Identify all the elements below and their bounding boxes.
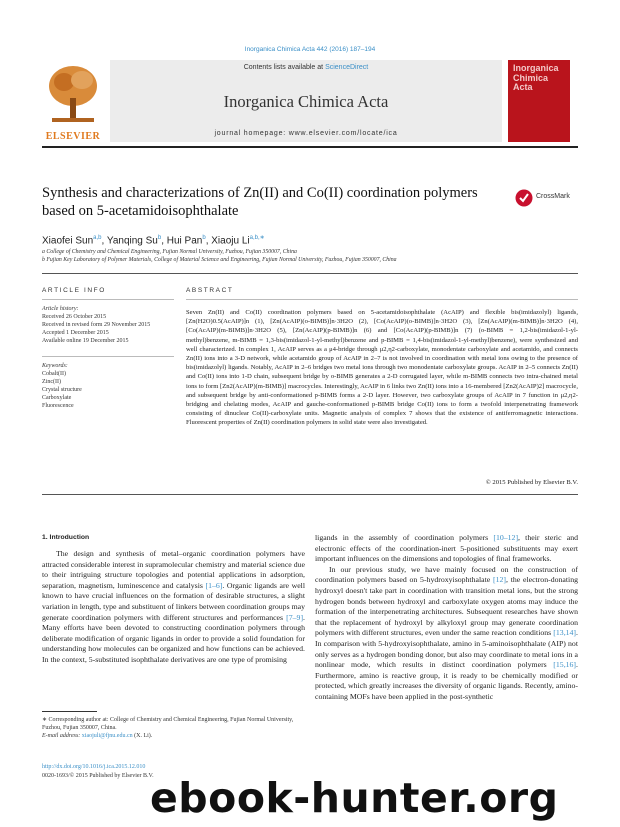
author-list: Xiaofei Sun$^{a,b}$, Yanqing Su$^b$, Hui Pan$^b$, Xiaoju $Li^{a,b,∗}$ bbox=[42, 235, 265, 247]
reference-link[interactable]: [1–6] bbox=[205, 580, 223, 590]
reference-link[interactable]: [10–12] bbox=[493, 533, 519, 542]
publisher-logo-text: ELSEVIER bbox=[45, 131, 101, 142]
doi-link[interactable]: http://dx.doi.org/10.1016/j.ica.2015.12.010 bbox=[42, 764, 146, 770]
author-name[interactable]: Xiaofei Sun bbox=[42, 235, 94, 247]
contents-line bbox=[110, 64, 502, 71]
paragraph-text: . Organic ligands are well known to have crucial influences on the formation of desirable structures, a slight variation in length, type and substituent of linkers between coordination groups may generate coordination polymers with different structures and performances bbox=[42, 580, 305, 622]
keywords-block bbox=[42, 362, 177, 410]
footnote bbox=[42, 716, 305, 740]
email-link[interactable]: xiaojuli@fjnu.edu.cn bbox=[81, 733, 133, 739]
header-rule bbox=[42, 146, 578, 148]
reference-link[interactable]: [15,16] bbox=[553, 660, 577, 670]
crossmark-icon bbox=[515, 189, 533, 207]
abstract-rule bbox=[186, 299, 578, 300]
keyword: Crystal structure bbox=[42, 387, 82, 393]
keywords-rule bbox=[42, 356, 174, 357]
keyword: Cobalt(II) bbox=[42, 371, 66, 377]
history-label: Article history: bbox=[42, 306, 79, 312]
abstract-copyright: © 2015 Published by Elsevier B.V. bbox=[485, 479, 578, 486]
author-affiliation-marker[interactable]: a,b bbox=[93, 235, 102, 241]
contents-prefix: Contents lists available at bbox=[243, 64, 326, 71]
email-label: E-mail address: bbox=[42, 733, 82, 739]
sciencedirect-link[interactable]: ScienceDirect bbox=[325, 64, 369, 71]
affiliation-a: a College of Chemistry and Chemical Engineering, Fujian Normal University, Fuzhou, Fujian 350007, China bbox=[42, 249, 297, 255]
paragraph-text: In our previous study, we have mainly focused on the construction of coordination polymers based on 5-hydroxyisophthalate bbox=[315, 564, 578, 585]
homepage-prefix: journal homepage: bbox=[214, 130, 289, 137]
paragraph-text: . In comparison with 5-hydroxyisophthalate, amino in 5-aminoisophthalate (AIP) not only serves as a hydrogen bonding donor, but also may coordinate to metal ions in a nonlinear mode, which results in distinct coordination polymers bbox=[315, 628, 578, 670]
paragraph-text: . Many efforts have been devoted to constructing coordination polymers through deliberate modification of organic ligands in order to provide a solid foundation for understanding how molecules can be organized and how functions can be achieved. In the context, 5-substituted isophthalate derivatives are one type of promising bbox=[42, 612, 305, 664]
paragraph-text: ligands in the assembly of coordination polymers bbox=[315, 533, 494, 542]
reference-link[interactable]: [13,14] bbox=[553, 628, 577, 638]
paragraph-text: , the electron-donating hydroxyl doesn't take part in coordination with transition metal ions, but the strong hydrogen bonds between hydroxyl and carboxylate oxygen atoms may induce the formation of the interpenetrating architectures. Subsequent researches have shown that the replacement of hydroxyl by alkyloxyl group may generate coordination polymers with different structures, even under the same reaction conditions bbox=[315, 575, 578, 638]
keyword: Carboxylate bbox=[42, 395, 72, 401]
affiliation-b: b Fujian Key Laboratory of Polymer Materials, College of Material Science and Engineering, Fujian Normal University, Fuzhou, Fujian 350007, China bbox=[42, 257, 397, 263]
keyword: Zinc(II) bbox=[42, 379, 61, 385]
page-footer bbox=[42, 763, 154, 780]
reference-link[interactable]: [7–9] bbox=[286, 612, 304, 622]
keywords-label: Keywords: bbox=[42, 363, 68, 369]
article-title: Synthesis and characterizations of Zn(II) and Co(II) coordination polymers based on 5-acetamidoisophthalate bbox=[42, 185, 478, 219]
journal-homepage bbox=[110, 130, 502, 137]
footnote-rule bbox=[42, 711, 97, 712]
journal-cover-thumbnail[interactable] bbox=[508, 60, 570, 142]
journal-citation[interactable]: Inorganica Chimica Acta 442 (2016) 187–194 bbox=[244, 46, 376, 53]
article-info-rule bbox=[42, 299, 174, 300]
history-received: Received 26 October 2015 bbox=[42, 314, 107, 320]
elsevier-tree-logo bbox=[42, 60, 104, 142]
body-column-right bbox=[315, 533, 578, 703]
author-affiliation-marker[interactable]: b bbox=[202, 235, 206, 241]
paragraph-text: . Furthermore, amino is reactive group, it is ready to be chemically modified or protected, which greatly increases the diversity of organic ligands. Recently, amino-containing MOFs have been applied in the post-synthetic bbox=[315, 660, 578, 701]
abstract-text: Seven Zn(II) and Co(II) coordination polymers based on 5-acetamidoisophthalate (AcAIP) and flexible bis(imidazolyl) ligands, [Zn(H2O)0.5(AcAIP)]n (1), [Zn(AcAIP)(o-BIMB)]n·3H2O (2), [Co(AcAIP)(o-BIMB)]n·3H2O (3), [Zn(AcAIP)(m-BIMB)]n·3H2O (4), [Co(AcAIP)(m-BIMB)]n·3H2O (5), [Zn(AcAIP)(p-BIMB)]n (6) and [Co(AcAIP)(p-BIMB)]n (7) (o-BIMB = 1,2-bis(imidazol-1-yl-methyl)benzene, m-BIMB = 1,3-bis(imidazol-1-yl-methyl)benzene and p-BIMB = 1,4-bis(imidazol-1-yl-methyl)benzene), were synthesized and well characterized. In complex 1, AcAIP serves as a μ4-bridge through μ2,η2-carboxylate, monodentate carboxylate and acetamido, and connects Zn(II) ions into a 3-D network, while acetamido group of AcAIP in 2–7 is not involved in coordination with metal ions owing to the presence of bis(imidazolyl) ligands. Notably, AcAIP in 2–6 bridges two metal ions through two monodentate carboxylate groups. AcAIP in 2–5 connects Zn(II) and Co(II) ions into 1-D chain, subsequent bridge by o-BIMB generates a 2-D corrugated layer, while m-BIMB connects two intra-chained metal ions to form [Zn2(AcAIP)(m-BIMB)] macrocycles. Interestingly, AcAIP in 6 links two Zn(II) ions into a 16-membered [Zn2(AcAIP)2] macrocycle, and subsequent bridge by anti-conformationed p-BIMB forms a 2-D layer. However, two carboxylate groups of AcAIP in 7 function in μ2,η2-bridging and chelating modes, AcAIP and gauche-conformationed p-BIMB bridge Co(II) ions to form a twofold interpenetrating framework consisting of dinuclear Co(II)-carboxylate units. Magnetic analysis of complex 7 shows that the existence of antiferromagnetic interactions. Fluorescent properties of Zn(II) coordination polymers in solid state were also investigated. bbox=[186, 309, 578, 427]
article-history bbox=[42, 305, 177, 345]
reference-link[interactable]: [12] bbox=[492, 575, 506, 585]
author-affiliation-marker[interactable]: b bbox=[157, 235, 162, 241]
section-heading: 1. Introduction bbox=[42, 534, 90, 541]
issn-line: 0020-1693/© 2015 Published by Elsevier B.V. bbox=[42, 772, 154, 779]
affiliation-rule bbox=[42, 273, 578, 274]
crossmark-button[interactable] bbox=[515, 188, 577, 210]
abstract-end-rule bbox=[42, 494, 578, 495]
paragraph-text: , their steric and electronic effects of the coordination-inert 5-positioned substituents may exert important influences on the dimensions and topologies of final frameworks. bbox=[315, 533, 578, 564]
watermark: ebook-hunter.org bbox=[150, 774, 559, 822]
history-online: Available online 19 December 2015 bbox=[42, 338, 129, 344]
author-name[interactable]: Xiaoju Li bbox=[211, 235, 250, 247]
history-revised: Received in revised form 29 November 2015 bbox=[42, 322, 151, 328]
abstract-heading: ABSTRACT bbox=[186, 287, 234, 294]
author-name[interactable]: Hui Pan bbox=[166, 235, 203, 247]
author-name[interactable]: Yanqing Su bbox=[106, 235, 158, 247]
crossmark-label: CrossMark bbox=[536, 193, 570, 200]
corresponding-author-note: ∗ Corresponding author at: College of Chemistry and Chemical Engineering, Fujian Normal University, Fuzhou, Fujian 350007, China. bbox=[42, 717, 294, 731]
author-affiliation-marker[interactable]: a,b,∗ bbox=[249, 235, 265, 241]
journal-name: Inorganica Chimica Acta bbox=[223, 92, 389, 111]
history-accepted: Accepted 1 December 2015 bbox=[42, 330, 109, 336]
article-info-heading: ARTICLE INFO bbox=[42, 287, 106, 294]
cover-title: Inorganica Chimica Acta bbox=[513, 63, 559, 92]
body-column-left bbox=[42, 549, 305, 666]
email-suffix: (X. Li). bbox=[132, 733, 153, 739]
keyword: Fluorescence bbox=[42, 403, 74, 409]
homepage-url-link[interactable]: www.elsevier.com/locate/ica bbox=[288, 130, 398, 137]
paragraph-text: The design and synthesis of metal–organic coordination polymers have attracted considerable interest in supramolecular chemistry and material science due to their intriguing structure topologies and potential applications in adsorption, separation, magnetism, luminescence and catalysis bbox=[42, 549, 305, 590]
